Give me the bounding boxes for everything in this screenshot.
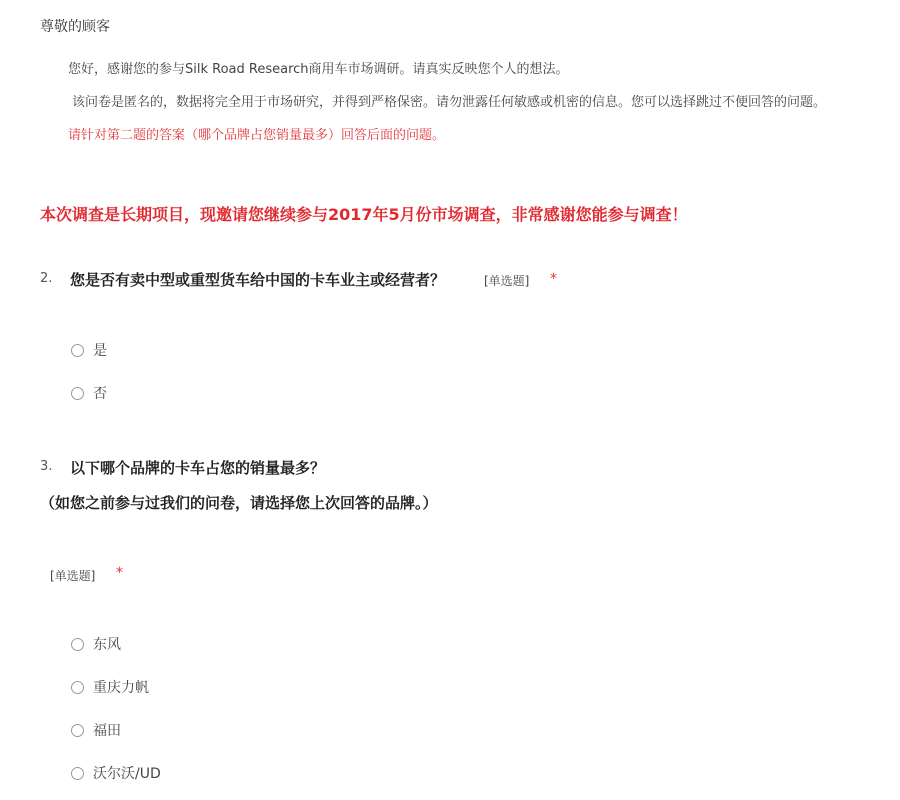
radio-button[interactable] — [71, 344, 84, 357]
option-no[interactable] — [71, 383, 107, 403]
survey-greeting: 尊敬的顾客 — [40, 19, 110, 35]
option-label: 东风 — [93, 637, 121, 653]
radio-button[interactable] — [71, 681, 84, 694]
option-yes[interactable] — [71, 340, 107, 360]
option-foton[interactable] — [71, 720, 121, 740]
intro-line-instruction: 请针对第二题的答案（哪个品牌占您销量最多）回答后面的问题。 — [68, 128, 446, 143]
option-volvo-ud[interactable] — [71, 763, 161, 783]
question-type-label: [单选题] — [50, 569, 96, 583]
option-chongqing-lifan[interactable] — [71, 677, 149, 697]
required-asterisk: * — [550, 271, 557, 287]
intro-line-thanks: 您好，感谢您的参与Silk Road Research商用车市场调研。请真实反映您个人的想法。 — [68, 62, 569, 77]
radio-button[interactable] — [71, 767, 84, 780]
question-title: 您是否有卖中型或重型货车给中国的卡车业主或经营者？ — [70, 271, 446, 289]
option-dongfeng[interactable] — [71, 634, 121, 654]
option-label: 是 — [93, 343, 107, 359]
option-label: 福田 — [93, 723, 121, 739]
survey-notice: 本次调查是长期项目，现邀请您继续参与2017年5月份市场调查，非常感谢您能参与调查！ — [40, 205, 688, 224]
required-asterisk: * — [116, 565, 123, 581]
question-subtitle: （如您之前参与过我们的问卷，请选择您上次回答的品牌。） — [40, 494, 438, 512]
radio-button[interactable] — [71, 387, 84, 400]
question-title: 以下哪个品牌的卡车占您的销量最多？ — [70, 459, 326, 477]
option-label: 沃尔沃/UD — [93, 766, 161, 782]
radio-button[interactable] — [71, 724, 84, 737]
option-label: 否 — [93, 386, 107, 402]
intro-line-privacy: 该问卷是匿名的，数据将完全用于市场研究，并得到严格保密。请勿泄露任何敏感或机密的信息。您可以选择跳过不便回答的问题。 — [72, 95, 827, 110]
question-number: 3. — [40, 459, 53, 474]
question-number: 2. — [40, 271, 53, 286]
option-label: 重庆力帆 — [93, 680, 149, 696]
question-type-label: [单选题] — [484, 274, 530, 288]
radio-button[interactable] — [71, 638, 84, 651]
